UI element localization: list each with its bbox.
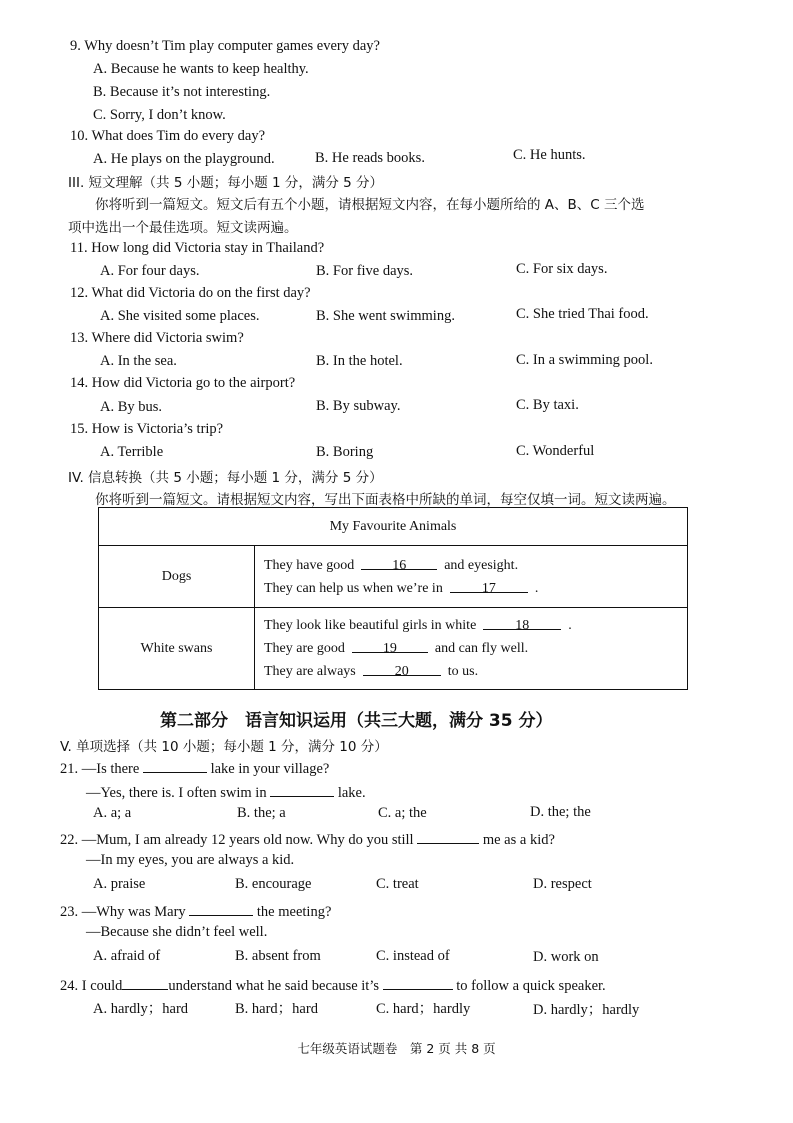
- question-21-option-b: B. the; a: [237, 805, 286, 821]
- blank-16: 16: [361, 554, 437, 570]
- question-21: 21. —Is there lake in your village?: [60, 757, 329, 778]
- question-10-option-c: C. He hunts.: [513, 147, 586, 163]
- question-23-option-b: B. absent from: [235, 948, 321, 964]
- question-12-stem: 12. What did Victoria do on the first day?: [70, 285, 311, 301]
- section-3-heading: III. 短文理解（共 5 小题；每小题 1 分，满分 5 分）: [68, 175, 384, 191]
- question-22-option-c: C. treat: [376, 876, 419, 892]
- question-24-option-c: C. hard；hardly: [376, 1001, 471, 1017]
- blank-21b: [270, 781, 334, 797]
- question-9-option-b: B. Because it’s not interesting.: [93, 84, 271, 100]
- table-row-label-swans: White swans: [99, 608, 255, 690]
- question-23-option-c: C. instead of: [376, 948, 450, 964]
- question-15-option-b: B. Boring: [316, 444, 374, 460]
- blank-19: 19: [352, 637, 428, 653]
- question-24-option-d: D. hardly；hardly: [533, 1002, 640, 1018]
- question-21-option-a: A. a; a: [93, 805, 132, 821]
- question-22-option-d: D. respect: [533, 876, 592, 892]
- question-24-option-b: B. hard；hard: [235, 1001, 318, 1017]
- question-21-line-2: —Yes, there is. I often swim in lake.: [86, 781, 366, 802]
- question-14-option-b: B. By subway.: [316, 398, 401, 414]
- part-2-title: 第二部分 语言知识运用（共三大题，满分 35 分）: [160, 711, 553, 731]
- table-cell-dogs: They have good 16 and eyesight. They can help us when we’re in 17 .: [255, 546, 688, 608]
- question-23: 23. —Why was Mary the meeting?: [60, 900, 331, 921]
- section-4-heading: IV. 信息转换（共 5 小题；每小题 1 分，满分 5 分）: [68, 470, 383, 486]
- question-13-option-c: C. In a swimming pool.: [516, 352, 653, 368]
- blank-24a: [122, 974, 168, 990]
- question-10-option-a: A. He plays on the playground.: [93, 151, 275, 167]
- question-13-stem: 13. Where did Victoria swim?: [70, 330, 244, 346]
- question-22-option-a: A. praise: [93, 876, 146, 892]
- blank-21a: [143, 757, 207, 773]
- table-title: My Favourite Animals: [99, 508, 688, 546]
- question-12-option-c: C. She tried Thai food.: [516, 306, 649, 322]
- table-row-label-dogs: Dogs: [99, 546, 255, 608]
- question-11-option-a: A. For four days.: [100, 263, 200, 279]
- blank-24b: [383, 974, 453, 990]
- question-13-option-b: B. In the hotel.: [316, 353, 403, 369]
- question-15-option-c: C. Wonderful: [516, 443, 595, 459]
- question-11-stem: 11. How long did Victoria stay in Thailand?: [70, 240, 325, 256]
- question-11-option-c: C. For six days.: [516, 261, 608, 277]
- question-22-option-b: B. encourage: [235, 876, 312, 892]
- question-9-option-c: C. Sorry, I don’t know.: [93, 107, 226, 123]
- section-3-instruction-2: 项中选出一个最佳选项。短文读两遍。: [68, 220, 298, 236]
- blank-22: [417, 828, 479, 844]
- page-footer: 七年级英语试题卷 第 2 页 共 8 页: [297, 1041, 496, 1056]
- question-15-stem: 15. How is Victoria’s trip?: [70, 421, 224, 437]
- question-23-option-a: A. afraid of: [93, 948, 161, 964]
- section-4-instruction: 你将听到一篇短文。请根据短文内容，写出下面表格中所缺的单词，每空仅填一词。短文读两遍。: [95, 492, 676, 508]
- question-24: 24. I could understand what he said because it’s to follow a quick speaker.: [60, 974, 606, 995]
- question-11-option-b: B. For five days.: [316, 263, 414, 279]
- question-12-option-b: B. She went swimming.: [316, 308, 455, 324]
- question-13-option-a: A. In the sea.: [100, 353, 177, 369]
- question-23-line-2: —Because she didn’t feel well.: [86, 924, 268, 940]
- question-9-stem: 9. Why doesn’t Tim play computer games every day?: [70, 38, 380, 54]
- question-12-option-a: A. She visited some places.: [100, 308, 260, 324]
- question-14-option-c: C. By taxi.: [516, 397, 579, 413]
- question-22: 22. —Mum, I am already 12 years old now. Why do you still me as a kid?: [60, 828, 555, 849]
- section-5-heading: V. 单项选择（共 10 小题；每小题 1 分，满分 10 分）: [60, 739, 388, 755]
- animals-table: [98, 507, 688, 690]
- question-21-option-c: C. a; the: [378, 805, 427, 821]
- table-cell-swans: They look like beautiful girls in white 18 . They are good 19 and can fly well. They are always 20 to us.: [255, 608, 688, 690]
- question-24-option-a: A. hardly；hard: [93, 1001, 189, 1017]
- question-14-option-a: A. By bus.: [100, 399, 163, 415]
- section-3-instruction-1: 你将听到一篇短文。短文后有五个小题，请根据短文内容，在每小题所给的 A、B、C 三个选: [95, 197, 645, 213]
- question-15-option-a: A. Terrible: [100, 444, 164, 460]
- question-21-option-d: D. the; the: [530, 804, 591, 820]
- question-10-option-b: B. He reads books.: [315, 150, 425, 166]
- blank-18: 18: [483, 614, 561, 630]
- question-22-line-2: —In my eyes, you are always a kid.: [86, 852, 295, 868]
- blank-23: [189, 900, 253, 916]
- question-10-stem: 10. What does Tim do every day?: [70, 128, 266, 144]
- question-23-option-d: D. work on: [533, 949, 599, 965]
- blank-20: 20: [363, 660, 441, 676]
- question-14-stem: 14. How did Victoria go to the airport?: [70, 375, 296, 391]
- blank-17: 17: [450, 577, 528, 593]
- question-9-option-a: A. Because he wants to keep healthy.: [93, 61, 309, 77]
